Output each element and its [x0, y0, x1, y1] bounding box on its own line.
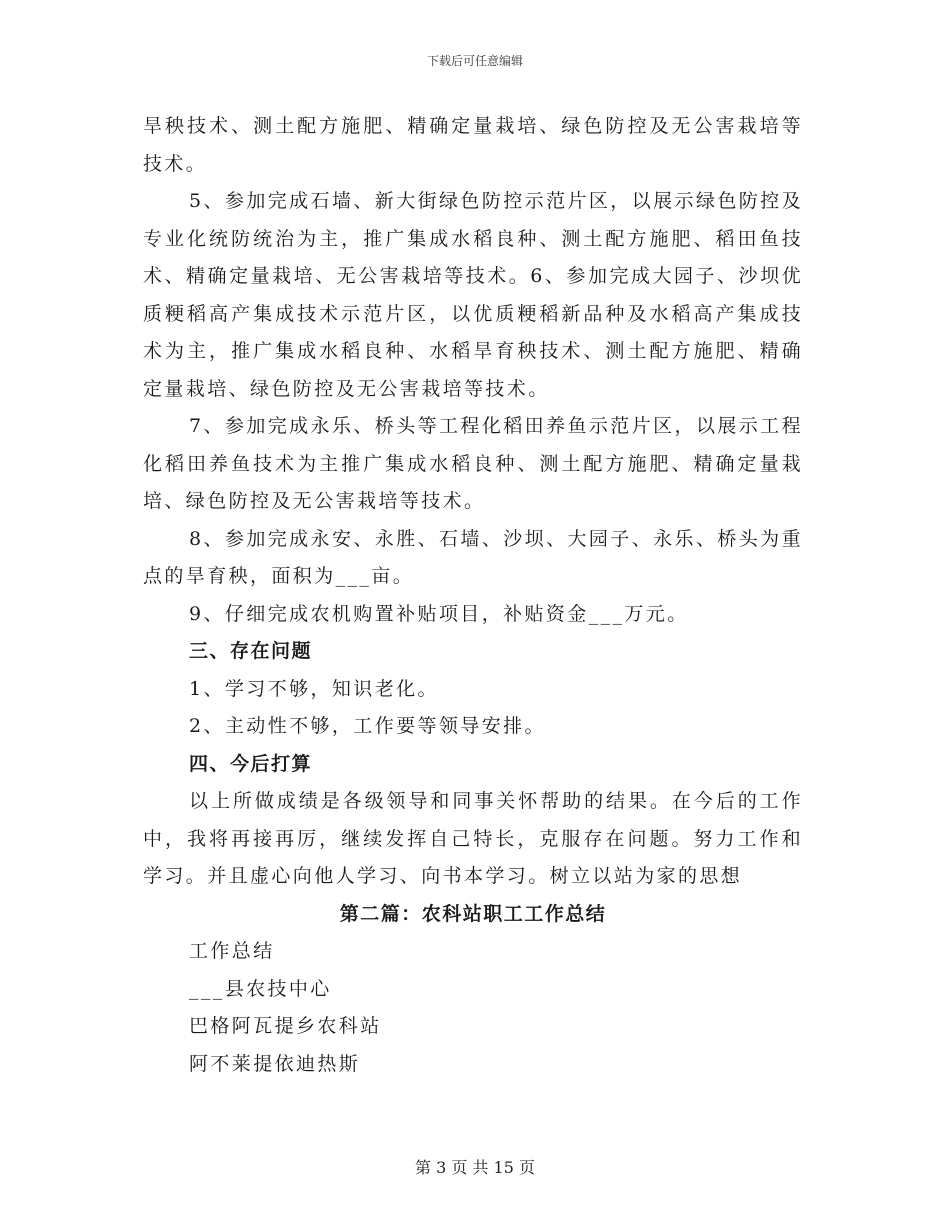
organization-line: ___县农技中心 [189, 977, 332, 1000]
problem-item-1: 1、学习不够，知识老化。 [189, 677, 439, 700]
paragraph-item-9: 9、仔细完成农机购置补贴项目，补贴资金___万元。 [189, 602, 689, 625]
chapter-title: 第二篇：农科站职工工作总结 [339, 902, 607, 925]
paragraph-item-7: 7、参加完成永乐、桥头等工程化稻田养鱼示范片区，以展示工程化稻田养鱼技术为主推广集成水稻良种、测土配方施肥、精确定量栽培、绿色防控及无公害栽培等技术。 [143, 415, 803, 512]
paragraph-continued: 旱秧技术、测土配方施肥、精确定量栽培、绿色防控及无公害栽培等技术。 [143, 115, 803, 175]
author-line: 阿不莱提依迪热斯 [189, 1052, 361, 1075]
paragraph-plans: 以上所做成绩是各级领导和同事关怀帮助的结果。在今后的工作中，我将再接再厉，继续发挥自己特长，克服存在问题。努力工作和学习。并且虚心向他人学习、向书本学习。树立以站为家的思想 [143, 790, 803, 887]
paragraph-item-8: 8、参加完成永安、永胜、石墙、沙坝、大园子、永乐、桥头为重点的旱育秧，面积为___亩。 [143, 527, 803, 587]
summary-title-line: 工作总结 [189, 940, 275, 962]
section-heading-plans: 四、今后打算 [189, 752, 313, 775]
paragraph-item-5-6: 5、参加完成石墙、新大街绿色防控示范片区，以展示绿色防控及专业化统防统治为主，推广集成水稻良种、测土配方施肥、稻田鱼技术、精确定量栽培、无公害栽培等技术。6、参加完成大园子、沙坝优质粳稻高产集成技术示范片区，以优质粳稻新品种及水稻高产集成技术为主，推广集成水稻良种、水稻旱育秧技术、测土配方施肥、精确定量栽培、绿色防控及无公害栽培等技术。 [143, 190, 803, 400]
problem-item-2: 2、主动性不够，工作要等领导安排。 [189, 715, 546, 737]
document-body [143, 108, 803, 1083]
station-line: 巴格阿瓦提乡农科站 [189, 1015, 382, 1037]
page-footer: 第 3 页 共 15 页 [415, 1158, 535, 1177]
page-header: 下载后可任意编辑 [426, 54, 523, 68]
section-heading-problems: 三、存在问题 [189, 640, 313, 662]
